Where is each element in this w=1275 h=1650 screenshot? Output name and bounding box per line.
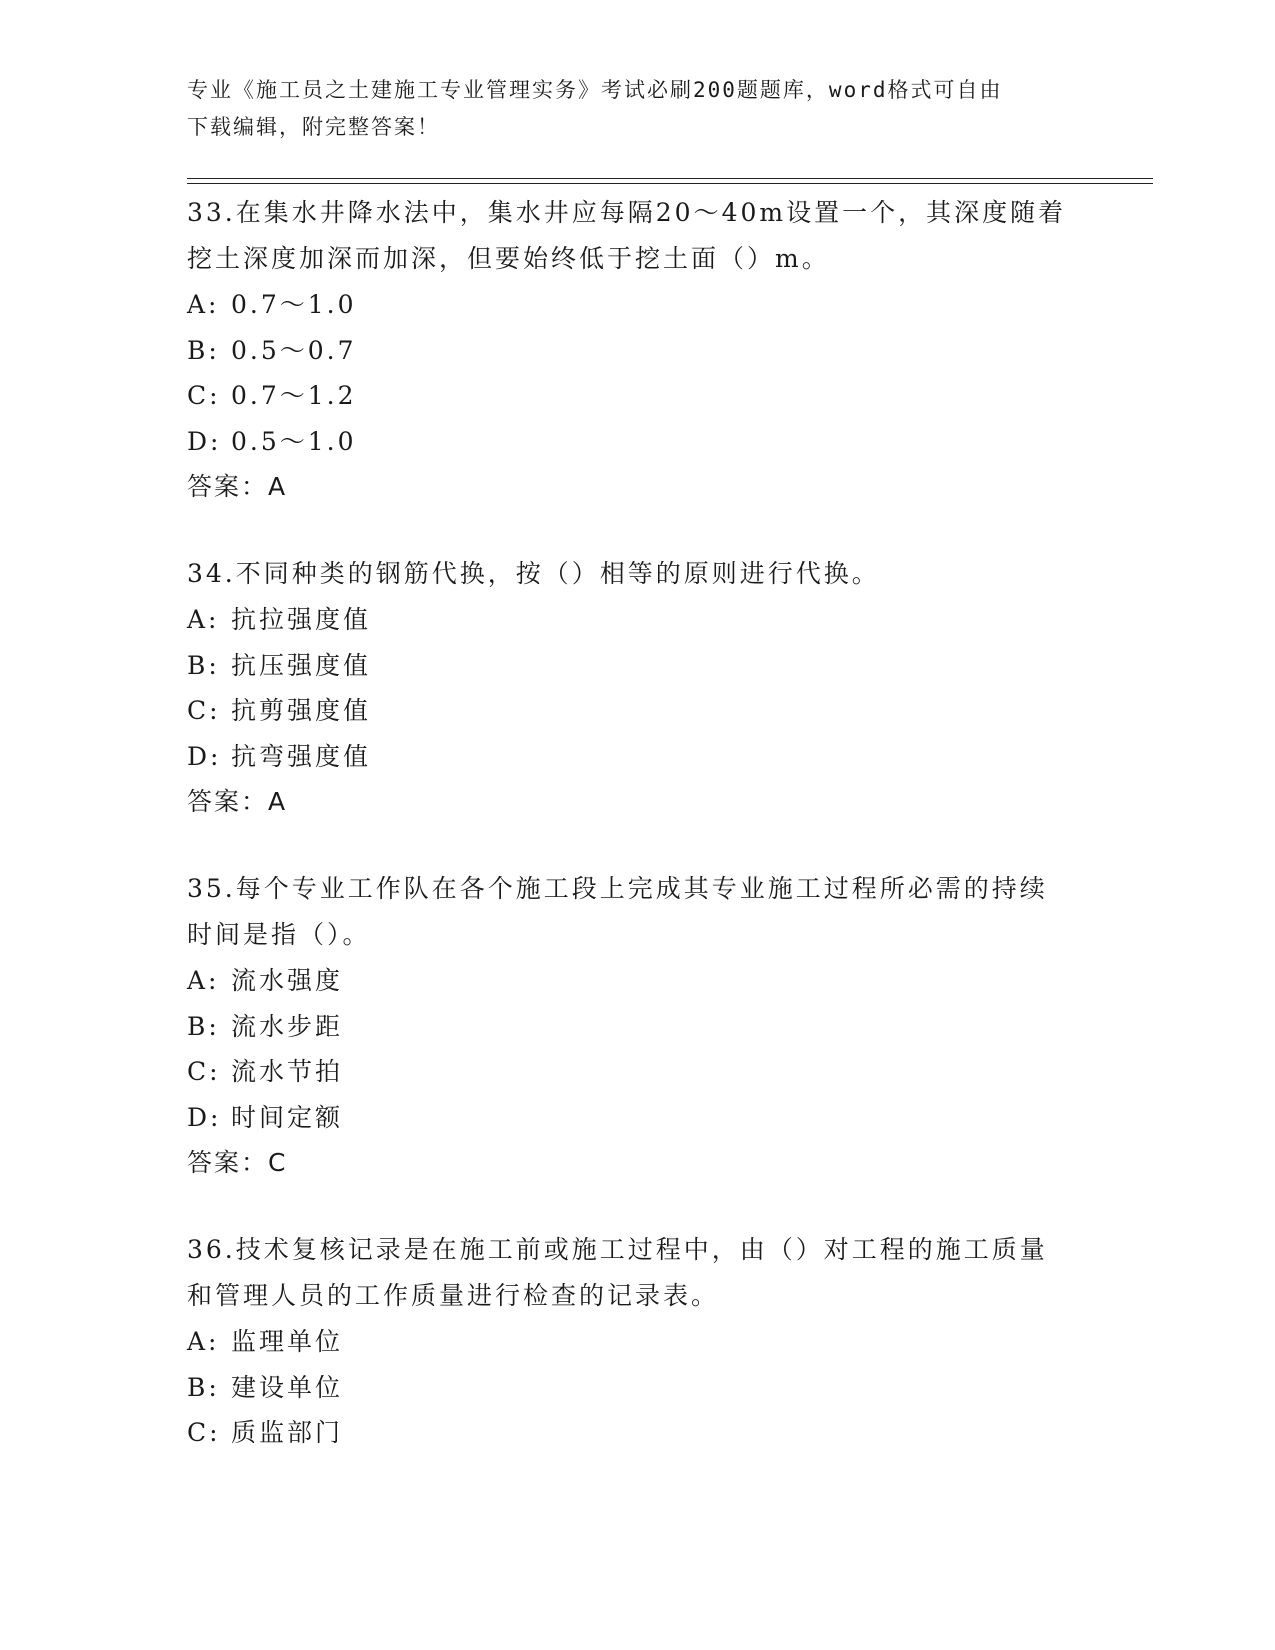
option-text: 抗弯强度值	[231, 741, 372, 771]
option-text: 抗压强度值	[231, 650, 372, 680]
option-key: D:	[187, 741, 222, 771]
question-stem-line-2: 和管理人员的工作质量进行检查的记录表。	[187, 1281, 720, 1310]
option-key: C:	[187, 696, 221, 725]
option-a	[187, 597, 1077, 643]
option-text: 流水节拍	[231, 1057, 344, 1086]
option-text: 流水步距	[231, 1011, 344, 1041]
option-key: C:	[187, 381, 221, 410]
option-b	[187, 328, 1077, 374]
option-key: D:	[187, 1102, 222, 1132]
question-34	[187, 551, 1077, 824]
option-key: B:	[187, 1011, 220, 1041]
question-stem-line-1: 33.在集水井降水法中，集水井应每隔20～40m设置一个，其深度随着	[187, 198, 1067, 227]
option-key: A:	[187, 966, 220, 995]
question-stem	[187, 1227, 1077, 1319]
option-text: 抗剪强度值	[231, 696, 372, 725]
document-header	[187, 72, 1067, 146]
option-c	[187, 1410, 1077, 1456]
option-text: 0.7～1.0	[231, 290, 357, 319]
option-key: B:	[187, 1372, 220, 1402]
header-divider-bottom	[187, 183, 1153, 184]
option-d	[187, 1095, 1077, 1141]
question-36	[187, 1227, 1077, 1456]
option-d	[187, 734, 1077, 780]
option-text: 0.5～1.0	[231, 426, 357, 456]
question-stem-line-2: 挖土深度加深而加深，但要始终低于挖土面（）m。	[187, 244, 830, 273]
question-33	[187, 190, 1077, 509]
option-key: B:	[187, 335, 220, 365]
question-35	[187, 866, 1077, 1185]
answer-line: 答案：C	[187, 1148, 288, 1177]
option-key: A:	[187, 1327, 220, 1356]
option-d	[187, 419, 1077, 465]
question-stem	[187, 551, 1077, 597]
option-key: B:	[187, 650, 220, 680]
option-b	[187, 1004, 1077, 1050]
option-key: A:	[187, 290, 220, 319]
question-stem-line-2: 时间是指（）。	[187, 920, 371, 949]
option-text: 抗拉强度值	[231, 605, 372, 634]
option-a	[187, 958, 1077, 1004]
question-stem	[187, 866, 1077, 958]
question-list	[187, 190, 1077, 1498]
option-c	[187, 373, 1077, 419]
option-c	[187, 1049, 1077, 1095]
option-key: C:	[187, 1418, 221, 1447]
question-stem-line-1: 35.每个专业工作队在各个施工段上完成其专业施工过程所必需的持续	[187, 874, 1048, 903]
option-c	[187, 688, 1077, 734]
header-line-1: 专业《施工员之土建施工专业管理实务》考试必刷200题题库，word格式可自由	[187, 78, 1003, 102]
option-a	[187, 282, 1077, 328]
header-divider-top	[187, 178, 1153, 179]
option-text: 流水强度	[231, 966, 344, 995]
option-key: A:	[187, 605, 220, 634]
answer-line: 答案：A	[187, 787, 288, 816]
option-text: 时间定额	[231, 1102, 344, 1132]
option-key: D:	[187, 426, 222, 456]
header-line-2: 下载编辑，附完整答案！	[187, 115, 440, 139]
option-text: 监理单位	[231, 1327, 344, 1356]
option-key: C:	[187, 1057, 221, 1086]
answer-line: 答案：A	[187, 472, 288, 501]
option-text: 质监部门	[231, 1418, 344, 1447]
question-stem	[187, 190, 1077, 282]
option-b	[187, 643, 1077, 689]
option-text: 0.5～0.7	[231, 335, 357, 365]
question-stem-line-1: 36.技术复核记录是在施工前或施工过程中，由（）对工程的施工质量	[187, 1235, 1048, 1264]
option-a	[187, 1319, 1077, 1365]
question-stem-line-1: 34.不同种类的钢筋代换，按（）相等的原则进行代换。	[187, 559, 880, 588]
option-text: 建设单位	[231, 1372, 344, 1402]
option-b	[187, 1365, 1077, 1411]
option-text: 0.7～1.2	[231, 381, 357, 410]
